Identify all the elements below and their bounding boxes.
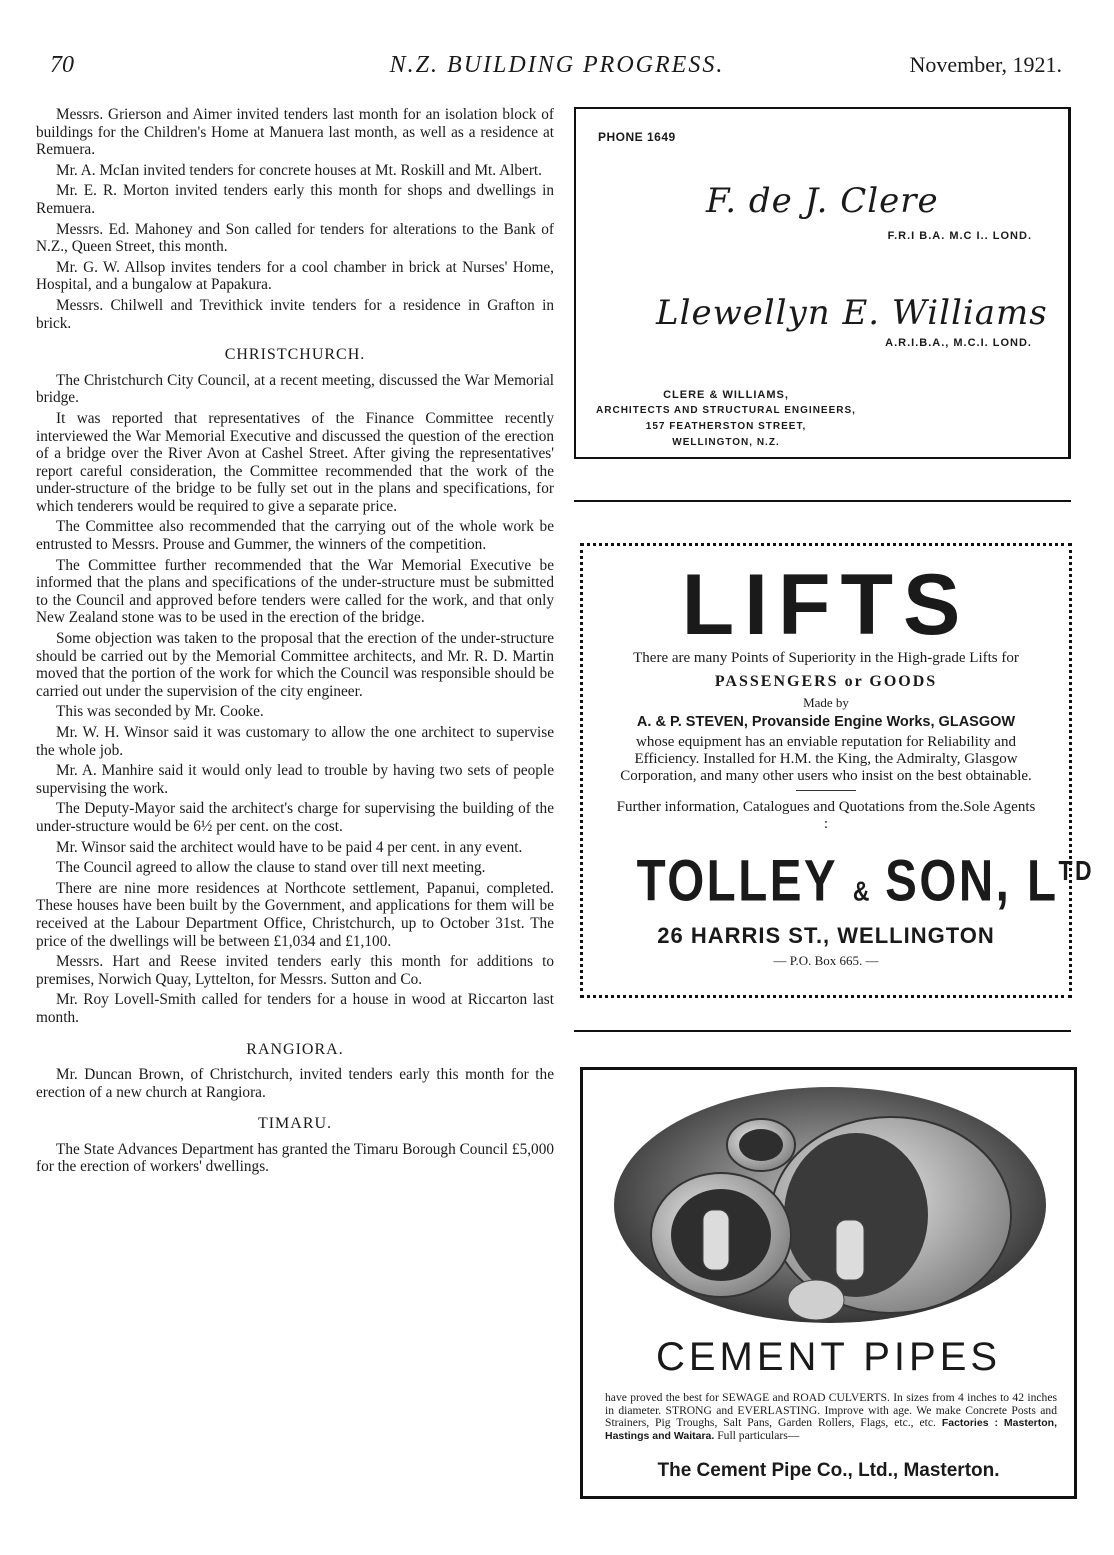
agent-po-box: — P.O. Box 665. — — [773, 953, 879, 969]
signature-clere: F. de J. Clere — [706, 181, 939, 221]
paragraph: The Council agreed to allow the clause to stand over till next meeting. — [56, 859, 486, 877]
issue-date: November, 1921. — [909, 52, 1062, 77]
divider — [574, 500, 1071, 502]
agent-name-first: TOLLEY — [636, 848, 838, 914]
paragraph: Mr. W. H. Winsor said it was customary to allow the one architect to supervise the whole job. — [36, 724, 554, 759]
paragraph: The Deputy-Mayor said the architect's charge for supervising the building of the under-structure would be 6½ per cent. on the cost. — [36, 800, 554, 835]
cement-pipes-photo — [611, 1085, 1049, 1325]
divider — [796, 790, 856, 791]
lifts-made-by: Made by — [803, 695, 849, 710]
pipe-fitting — [788, 1280, 844, 1320]
cement-pipes-company: The Cement Pipe Co., Ltd., Masterton. — [657, 1460, 1000, 1481]
paragraph: Messrs. Ed. Mahoney and Son called for tenders for alterations to the Bank of N.Z., Queen Street, this month. — [36, 220, 554, 256]
firm-name: CLERE & WILLIAMS, — [663, 389, 789, 401]
agent-name — [636, 841, 1095, 921]
phone-number: PHONE 1649 — [598, 130, 676, 144]
lifts-advertisement — [580, 543, 1095, 998]
paragraph: The Committee also recommended that the carrying out of the whole work be entrusted to Messrs. Prouse and Gummer, the winners of the competition. — [36, 518, 554, 554]
page-header — [0, 52, 1114, 86]
paragraph: It was reported that representatives of the Finance Committee recently interviewed the War Memorial Executive and discussed the question of the erection of a bridge over the River Avon at Cashel Street. After giving the representatives' report careful consideration, the Committee recommended that the work of the under-structure of the bridge to be fully set out in the plans and specifications, for which tenderers would be required to give a separate price. — [36, 409, 554, 515]
cement-pipes-advertisement — [580, 1067, 1077, 1499]
paragraph: Mr. Roy Lovell-Smith called for tenders for a house in wood at Riccarton last month. — [36, 991, 554, 1026]
firm-address — [576, 387, 876, 451]
agent-name-suffix: TD — [1058, 855, 1095, 886]
cement-pipes-headline: CEMENT PIPES — [655, 1335, 1002, 1379]
agent-ampersand: & — [852, 875, 870, 907]
agent-address: 26 HARRIS ST., WELLINGTON — [657, 923, 995, 949]
publication-title: N.Z. BUILDING PROGRESS. — [389, 52, 725, 78]
firm-street: 157 FEATHERSTON STREET, — [645, 421, 807, 432]
qualifications-williams: A.R.I.B.A., M.C.I. LOND. — [885, 337, 1032, 349]
lifts-manufacturer: A. & P. STEVEN, Provanside Engine Works, GLASGOW — [636, 714, 1016, 730]
junction-pipe — [703, 1210, 729, 1270]
page-number: 70 — [50, 52, 74, 78]
firm-city: WELLINGTON, N.Z. — [672, 437, 780, 448]
paragraph: Mr. Duncan Brown, of Christchurch, invited tenders early this month for the erection of a new church at Rangiora. — [36, 1066, 554, 1101]
section-heading-timaru: TIMARU. — [257, 1115, 333, 1133]
small-pipe-opening — [739, 1129, 783, 1161]
firm-role: ARCHITECTS AND STRUCTURAL ENGINEERS, — [596, 405, 856, 416]
paragraph: There are nine more residences at Northcote settlement, Papanui, completed. These houses have been built by the Government, and applications for them will be received at the Labour Department Office, Christchurch, up to October 31st. The price of the dwellings will be between £1,034 and £1,100. — [36, 879, 554, 950]
cement-pipes-factories: Factories : Masterton, Hastings and Waitara. — [605, 1417, 1057, 1442]
paragraph: Messrs. Grierson and Aimer invited tenders last month for an isolation block of buildings for the Children's Home at Manuera last month, as well as a residence at Remuera. — [36, 106, 554, 159]
junction-pipe — [836, 1220, 864, 1280]
paragraph: Mr. Winsor said the architect would have to be paid 4 per cent. in any event. — [56, 838, 523, 856]
paragraph: The Christchurch City Council, at a recent meeting, discussed the War Memorial bridge. — [36, 371, 554, 407]
paragraph: Mr. E. R. Morton invited tenders early this month for shops and dwellings in Remuera. — [36, 182, 554, 217]
paragraph: Messrs. Chilwell and Trevithick invite tenders for a residence in Grafton in brick. — [36, 296, 554, 332]
lifts-further-info: Further information, Catalogues and Quotations from the.Sole Agents : — [616, 799, 1036, 832]
paragraph: Messrs. Hart and Reese invited tenders early this month for additions to premises, Norwich Quay, Lyttelton, for Messrs. Sutton and Co. — [36, 953, 554, 988]
architects-card — [574, 107, 1071, 459]
cement-pipes-particulars: Full particulars— — [717, 1428, 800, 1442]
signature-williams: Llewellyn E. Williams — [656, 293, 1048, 333]
lifts-intro: There are many Points of Superiority in the High-grade Lifts for — [633, 650, 1019, 666]
qualifications-clere: F.R.I B.A. M.C I.. LOND. — [887, 230, 1032, 242]
lifts-body: whose equipment has an enviable reputation for Reliability and Efficiency. Installed for H.M. the King, the Admiralty, Glasgow Corporation, and many other users who insist on the best obtainable. — [620, 734, 1032, 784]
paragraph: Mr. A. Manhire said it would only lead to trouble by having two sets of people supervising the work. — [36, 762, 554, 797]
news-column — [36, 106, 554, 1179]
divider — [574, 1030, 1071, 1032]
paragraph: Some objection was taken to the proposal that the erection of the under-structure should be carried out by the Memorial Committee architects, and Mr. R. D. Martin moved that the portion of the work for which the Council was responsible should be carried out under the supervision of the city engineer. — [36, 630, 554, 700]
cement-pipes-body — [605, 1392, 1057, 1442]
agent-name-second: SON, L — [885, 848, 1059, 914]
section-heading-christchurch: CHRISTCHURCH. — [224, 346, 366, 364]
section-heading-rangiora: RANGIORA. — [246, 1040, 344, 1058]
paragraph: Mr. A. McIan invited tenders for concrete houses at Mt. Roskill and Mt. Albert. — [56, 161, 543, 179]
lifts-passengers-goods: PASSENGERS or GOODS — [714, 673, 938, 690]
paragraph: The State Advances Department has granted the Timaru Borough Council £5,000 for the erection of workers' dwellings. — [36, 1140, 554, 1176]
paragraph: The Committee further recommended that the War Memorial Executive be informed that the plans and specifications of the under-structure must be submitted to the Council and approved before tenders were called for the work, and that only New Zealand stone was to be used in the erection of the bridge. — [36, 556, 554, 627]
lifts-headline: LIFTS — [681, 557, 971, 653]
paragraph: Mr. G. W. Allsop invites tenders for a cool chamber in brick at Nurses' Home, Hospital, and a bungalow at Papakura. — [36, 258, 554, 294]
paragraph: This was seconded by Mr. Cooke. — [56, 703, 264, 721]
cement-pipes-description: have proved the best for SEWAGE and ROAD CULVERTS. In sizes from 4 inches to 42 inches in diameter. STRONG and EVERLASTING. Improve with age. We make Concrete Posts and Strainers, Pig Troughs, Salt Pans, Garden Rollers, Flags, etc., etc. — [605, 1391, 1057, 1429]
